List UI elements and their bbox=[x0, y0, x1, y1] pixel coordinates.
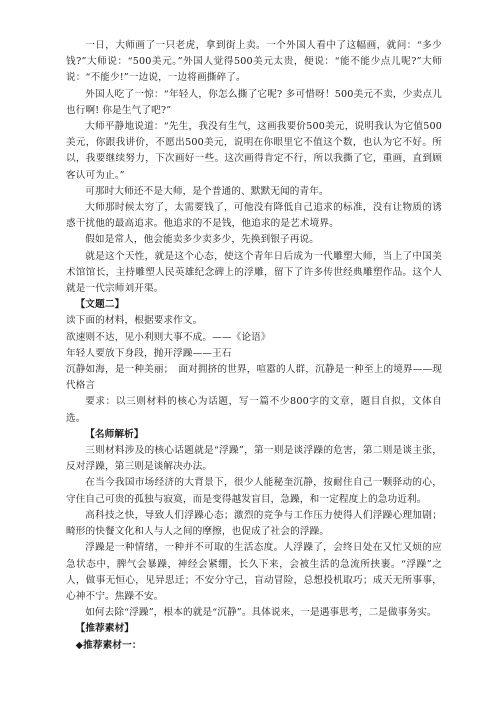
section-heading-recommended-material: 【推荐素材】 bbox=[75, 623, 135, 635]
paragraph: 大师那时候太穷了，太需要钱了，可他没有降低自己追求的标准，没有让物质的诱惑干扰他的最高追求。他追求的不是钱，他追求的是艺术境界。 bbox=[66, 202, 442, 230]
paragraph: 外国人吃了一惊：“年轻人，你怎么撕了它呢? 多可惜呀！500美元不卖，少卖点儿也行啊! 你是生气了吧?” bbox=[66, 88, 442, 116]
quote-analects: 欲速则不达，见小利则大事不成。——《论语》 bbox=[66, 331, 271, 343]
paragraph: 大师平静地说道：“先生，我没有生气，这画我要价500美元，说明我认为它值500美元，你跟我讲价，不愿出500美元，说明在你眼里它不值这个数，也认为它不好。所以，我要继续努力，下次画好一些。这次画得肯定不行，所以我撕了它，重画，直到顾客认可为止。” bbox=[66, 121, 442, 181]
paragraph: 就是这个天性，就是这个心态，使这个青年日后成为一代雕塑大师，当上了中国美术馆馆长，主持雕塑人民英雄纪念碑上的浮雕，留下了许多传世经典雕塑作品。这个人就是一代宗师刘开渠。 bbox=[66, 250, 442, 295]
paragraph: 如何去除“浮躁”，根本的就是“沉静”。具体说来，一是遇事思考，二是做事务实。 bbox=[85, 607, 437, 619]
section-heading-analysis: 【名师解析】 bbox=[85, 428, 144, 440]
section-heading-topic-two: 【文题二】 bbox=[75, 299, 125, 311]
paragraph: 读下面的材料，根据要求作文。 bbox=[66, 315, 203, 327]
paragraph: 一日，大师画了一只老虎，拿到街上卖。一个外国人看中了这幅画，就问：“多少钱?”大师说：“500美元。”外国人觉得500美元太贵，便说：“能不能少点儿呢?”大师说：“不能少!”一边说，一边将画撕碎了。 bbox=[66, 40, 442, 84]
paragraph: 假如是常人，他会能卖多少卖多少，先换到银子再说。 bbox=[85, 234, 320, 246]
paragraph: 可那时大师还不是大师，是个普通的、默默无闻的青年。 bbox=[85, 185, 329, 197]
requirements-paragraph: 要求：以三则材料的核心为话题，写一篇不少800字的文章，题目自拟，文体自选。 bbox=[66, 396, 442, 424]
paragraph: 浮躁是一种情绪，一种并不可取的生活态度。人浮躁了，会终日处在又忙又烦的应急状态中，脾气会暴躁，神经会紧绷，长久下来，会被生活的急流所挟裹。“浮躁”之人，做事无恒心，见异思迁；不安分守己，盲动冒险，总想投机取巧；成天无所事事，心神不宁。焦躁不安。 bbox=[66, 542, 442, 602]
paragraph: 高科技之快，导致人们浮躁心态；激烈的竞争与工作压力使得人们浮躁心理加剧；畸形的快餐文化和人与人之间的摩擦，也促成了社会的浮躁。 bbox=[66, 509, 442, 538]
paragraph: 三则材料涉及的核心话题就是“浮躁”，第一则是谈浮躁的危害，第二则是谈主张，反对浮躁，第三则是谈解决办法。 bbox=[66, 445, 442, 473]
paragraph: 在当今我国市场经济的大背景下，很少人能秘奎沉静，按耐住自己一颗驿动的心，守住自己可贵的孤独与寂寞，而是变得越发盲目，急躁，和一定程度上的急功近利。 bbox=[66, 477, 442, 505]
section-heading-material-one: ◆推荐素材一： bbox=[75, 639, 142, 651]
quote-wangshi: 年轻人要放下身段，抛开浮躁——王石 bbox=[66, 347, 232, 359]
quote-modern-maxim: 沉静如海，是一种美丽； 面对拥挤的世界，喧嚣的人群，沉静是一种至上的境界——现代格言 bbox=[66, 364, 442, 392]
document-body bbox=[66, 38, 442, 654]
